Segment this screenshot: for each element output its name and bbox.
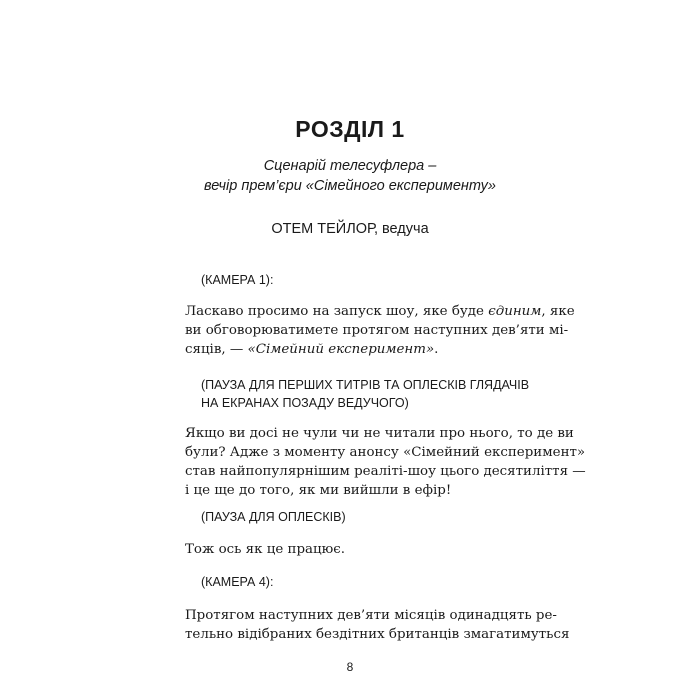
script-paragraph-3 xyxy=(185,540,530,559)
stage-direction-camera-4: (КАМЕРА 4): xyxy=(201,575,274,589)
script-paragraph-1 xyxy=(185,302,575,359)
paragraph-line: Якщо ви досі не чули чи не читали про нього, то де ви xyxy=(185,426,574,441)
text-run: Ласкаво просимо на запуск шоу, яке буде xyxy=(185,304,489,319)
paragraph-line: і це ще до того, як ми вийшли в ефір! xyxy=(185,483,452,498)
direction-line: НА ЕКРАНАХ ПОЗАДУ ВЕДУЧОГО) xyxy=(201,396,409,410)
paragraph-line xyxy=(185,302,575,321)
paragraph-line: були? Адже з моменту анонсу «Сімейний експеримент» xyxy=(185,445,586,460)
emphasis-text: єдиним xyxy=(488,304,542,319)
stage-direction-pause-applause: (ПАУЗА ДЛЯ ОПЛЕСКІВ) xyxy=(201,510,346,524)
stage-direction-pause-titles xyxy=(201,376,541,412)
script-paragraph-2 xyxy=(185,424,586,500)
paragraph-line xyxy=(185,340,530,359)
paragraph-line: став найпопулярнішим реаліті-шоу цього десятиліття — xyxy=(185,464,586,479)
paragraph-line: Протягом наступних дев’яти місяців одинадцять ре- xyxy=(185,608,557,623)
chapter-subtitle-line-2: вечір прем’єри «Сімейного експерименту» xyxy=(204,178,496,194)
script-paragraph-4 xyxy=(185,606,570,644)
speaker-name: ОТЕМ ТЕЙЛОР, xyxy=(271,221,378,237)
paragraph-line: тельно відібраних бездітних британців змагатимуться xyxy=(185,627,570,642)
stage-direction-camera-1: (КАМЕРА 1): xyxy=(201,273,274,287)
speaker-heading xyxy=(0,221,700,237)
text-run: сяців, — xyxy=(185,342,248,357)
direction-line: (ПАУЗА ДЛЯ ПЕРШИХ ТИТРІВ ТА ОПЛЕСКІВ ГЛЯДАЧІВ xyxy=(201,378,530,392)
chapter-title: РОЗДІЛ 1 xyxy=(295,116,405,142)
paragraph-line: ви обговорюватимете протягом наступних дев’яти мі- xyxy=(185,323,569,338)
paragraph-line: Тож ось як це працює. xyxy=(185,542,346,557)
emphasis-text: «Сімейний експеримент» xyxy=(247,342,435,357)
chapter-subtitle-line-1: Сценарій телесуфлера – xyxy=(263,158,437,174)
text-run: , яке xyxy=(541,304,575,319)
page-number: 8 xyxy=(346,660,354,674)
speaker-role: ведуча xyxy=(377,221,429,237)
text-run: . xyxy=(434,342,439,357)
